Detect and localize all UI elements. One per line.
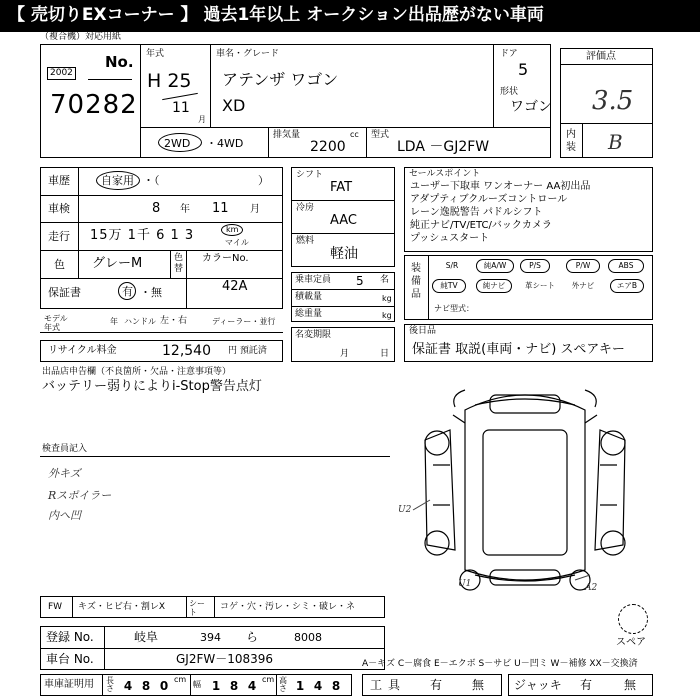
color-no: 42A: [222, 279, 248, 294]
no-label: No.: [105, 53, 134, 71]
equipment-label: 装備品: [411, 263, 421, 300]
history-value: 自家用: [101, 174, 134, 187]
reg-number: 8008: [294, 631, 322, 644]
car-name-label: 車名・グレード: [216, 49, 280, 59]
sheet-value: コゲ・穴・汚レ・シミ・破レ・ネ: [220, 602, 356, 612]
equip-tv: 純TV: [432, 279, 466, 293]
door-label: ドア: [500, 49, 518, 59]
inspection-month: 11: [212, 201, 229, 216]
damage-mark-u2: U2: [398, 505, 412, 515]
score-value: 3.5: [592, 86, 634, 116]
sales-line-1: ユーザー下取車 ワンオーナー AA初出品: [410, 181, 591, 192]
length-digit-2: 8: [141, 679, 151, 693]
car-name: アテンザ ワゴン: [222, 70, 339, 89]
reg-label: 登録 No.: [46, 630, 94, 644]
mileage-label: 走行: [48, 230, 70, 243]
warranty-yes: 有: [122, 285, 133, 298]
spare-tire-icon: [618, 604, 648, 634]
displacement-label: 排気量: [273, 130, 301, 140]
mileage: 15万 1千 6 1 3: [90, 228, 195, 243]
notes-text: バッテリー弱りによりi-Stop警告点灯: [42, 379, 262, 394]
equip-power-steering: P/S: [520, 259, 550, 273]
model-code: LDA －GJ2FW: [397, 139, 490, 155]
reg-class: 394: [200, 631, 221, 644]
tools-no: 無: [472, 678, 485, 692]
jack-yes: 有: [580, 678, 593, 692]
jack-no: 無: [624, 678, 637, 692]
tools-label: 工具: [370, 678, 407, 692]
history-label: 車歴: [48, 174, 70, 187]
reg-place: 岐阜: [134, 630, 159, 644]
nenshiki-label: 年式: [146, 49, 165, 59]
era-year: H 25: [147, 70, 192, 92]
banner-text: 【 売切りEXコーナー 】 過去1年以上 オークション出品歴がない車両: [8, 5, 544, 25]
model-label: 型式: [371, 130, 390, 140]
inspector-note-1: 外キズ: [48, 467, 81, 480]
equip-power-window: P/W: [566, 259, 600, 273]
color-value: グレーM: [92, 256, 143, 271]
damage-mark-u1: U1: [458, 579, 472, 589]
damage-mark-a2: A2: [585, 583, 598, 593]
shift-value: FAT: [330, 180, 353, 195]
recycle-value: 12,540: [162, 343, 211, 359]
interior-value: B: [608, 130, 623, 154]
sales-label: セールスポイント: [409, 169, 481, 179]
notes-header: 出品店申告欄（不良箇所・欠品・注意事項等）: [42, 367, 232, 377]
color-no-label: カラーNo.: [202, 253, 249, 264]
jack-label: ジャッキ: [514, 678, 562, 692]
recycle-label: リサイクル料金: [48, 345, 117, 356]
sales-line-4: 純正ナビ/TV/ETC/バックカメラ: [410, 220, 552, 231]
sales-line-2: アダプティブクルーズコントロール: [410, 194, 568, 205]
capacity-value: 5: [356, 274, 364, 288]
equip-alloy-wheel: 純A/W: [476, 259, 514, 273]
equip-airbag: エアB: [610, 279, 644, 293]
chassis-label: 車台 No.: [46, 652, 94, 666]
equip-leather-seat: 革シート: [525, 281, 555, 290]
spare-label: スペア: [616, 637, 646, 648]
height-digit-3: 8: [331, 679, 341, 693]
warranty-no: ・無: [140, 286, 162, 299]
width-digit-1: 1: [211, 679, 221, 693]
displacement: 2200: [310, 139, 346, 155]
car-diagram: [395, 375, 660, 610]
length-digit-3: 0: [159, 679, 169, 693]
width-digit-3: 4: [247, 679, 257, 693]
width-digit-2: 8: [229, 679, 239, 693]
drive-2wd: 2WD: [164, 137, 191, 150]
body-label: 形状: [500, 87, 519, 97]
year-bracket: 2002: [47, 67, 76, 80]
equip-abs: ABS: [608, 259, 644, 273]
later-value: 保証書 取説(車両・ナビ) スペアキー: [412, 342, 625, 357]
grade: XD: [222, 96, 246, 115]
navi-model-label: ナビ型式：: [434, 304, 474, 313]
inspector-label: 検査員記入: [42, 444, 88, 454]
lot-number: 70282: [50, 90, 138, 120]
chassis-number: GJ2FW－108396: [176, 652, 274, 666]
height-digit-2: 4: [313, 679, 323, 693]
sales-line-5: プッシュスタート: [410, 233, 490, 244]
inspection-year: 8: [152, 201, 161, 216]
height-digit-1: 1: [295, 679, 305, 693]
doors: 5: [518, 60, 529, 79]
length-digit-1: 4: [123, 679, 133, 693]
later-label: 後日品: [409, 326, 437, 336]
color-label: 色: [54, 258, 65, 271]
equip-external-navi: 外ナビ: [571, 281, 595, 290]
damage-legend: A－キズ C－腐食 E－エクボ S－サビ U－凹ミ W－補修 XX－交換済: [362, 659, 638, 669]
equip-navi: 純ナビ: [476, 279, 512, 293]
inspection-label: 車検: [48, 202, 70, 215]
tools-yes: 有: [430, 678, 443, 692]
interior-label: 内装: [566, 129, 576, 153]
reg-kana: ら: [246, 630, 259, 644]
inspector-note-2: Rスポイラー: [48, 489, 112, 502]
body-type: ワゴン: [510, 99, 552, 115]
fw-value: キズ・ヒビ右・割レX: [78, 602, 165, 612]
sales-line-3: レーン逸脱警告 パドルシフト: [410, 207, 543, 218]
equip-sunroof: S/R: [445, 261, 459, 270]
score-label: 評価点: [586, 51, 616, 62]
warranty-label: 保証書: [48, 286, 81, 299]
fuel-value: 軽油: [330, 246, 358, 262]
month: 11: [172, 100, 190, 116]
ac-value: AAC: [330, 213, 357, 228]
top-note: （複合機）対応用紙: [40, 32, 122, 42]
inspector-note-3: 内へ凹: [48, 509, 81, 522]
model-year-label: モデル年式: [44, 314, 68, 332]
drive-4wd: ・4WD: [206, 137, 244, 150]
